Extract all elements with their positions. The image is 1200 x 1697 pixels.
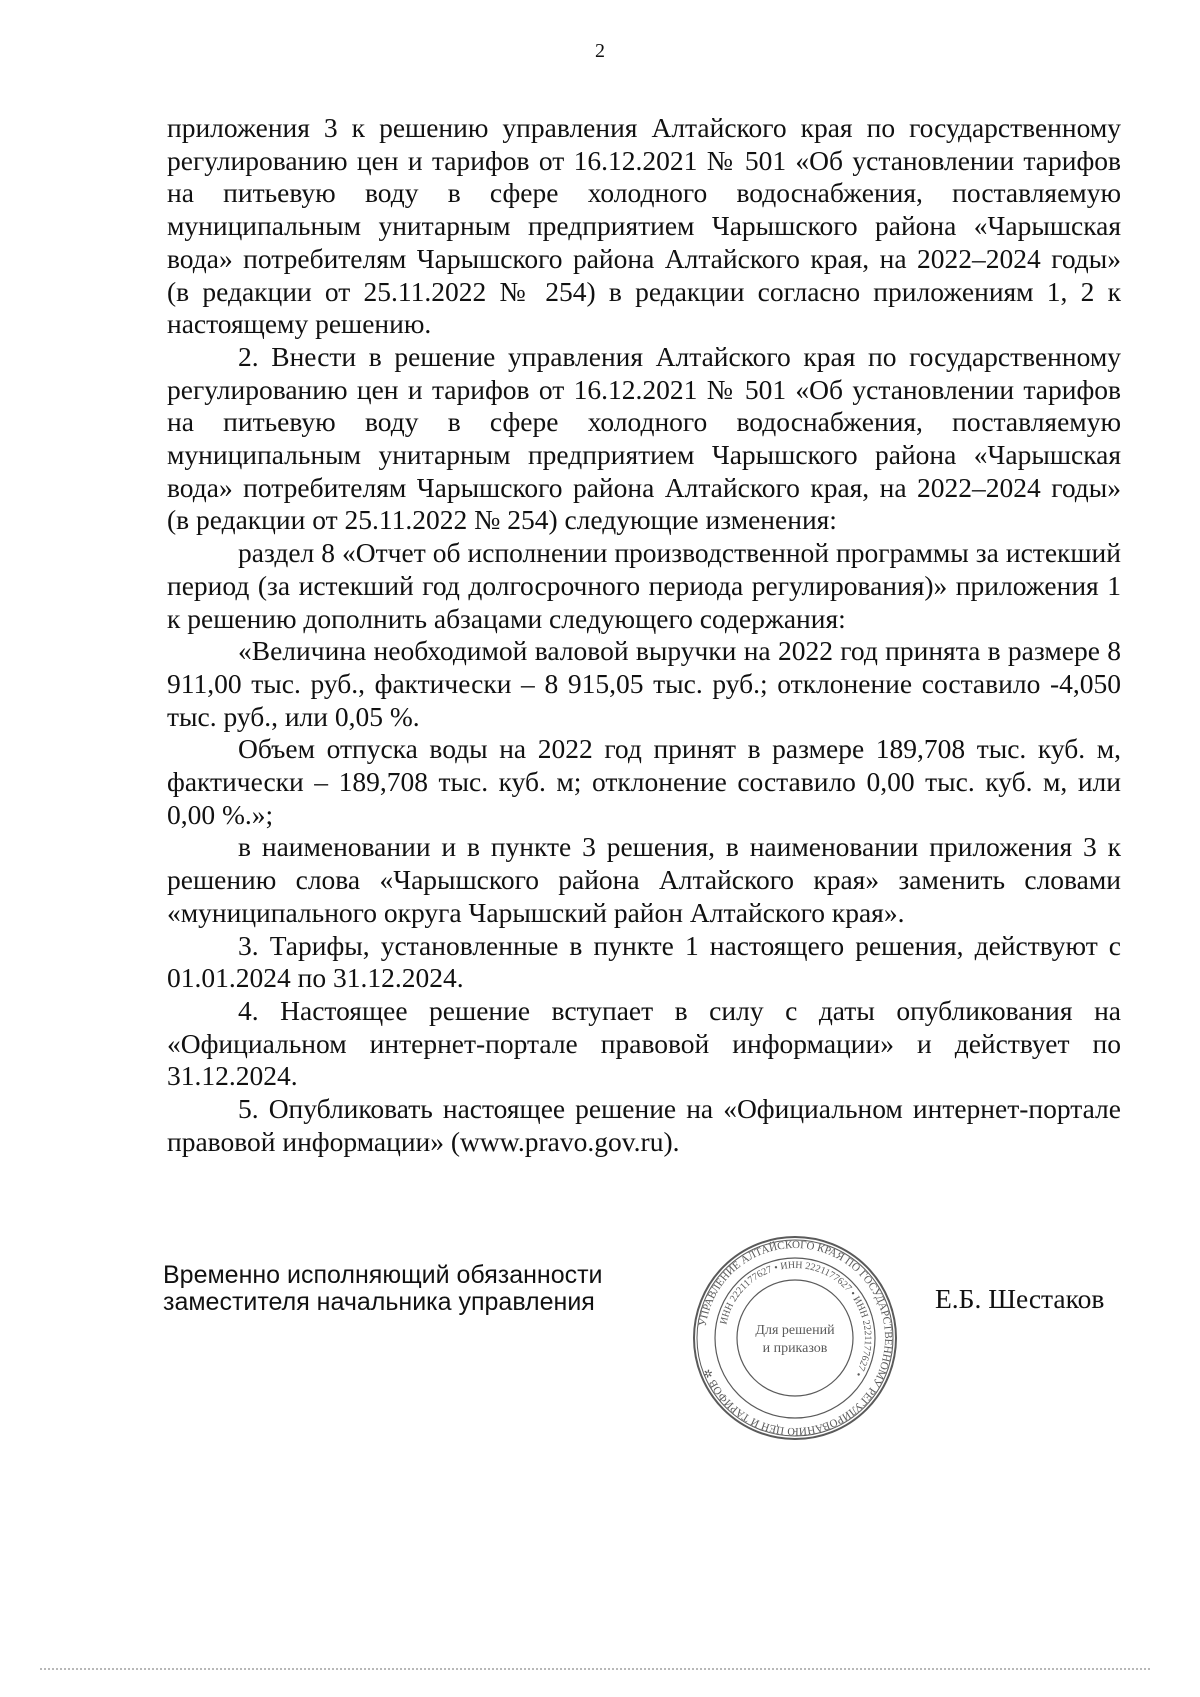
stamp-center-line-2: и приказов [762,1341,828,1356]
paragraph-continuation: приложения 3 к решению управления Алтайского края по государственному регулированию цен и тарифов от 16.12.2021 № 501 «Об установлении тарифов на питьевую воду в сфере холодного водоснабжения, поставляемую муниципальным унитарным предприятием Чарышского района «Чарышская вода» потребителям Чарышского района Алтайского края, на 2022–2024 годы» (в редакции от 25.11.2022 № 254) в редакции согласно приложениям 1, 2 к настоящему решению. [167,112,1121,340]
paragraph-naming-change: в наименовании и в пункте 3 решения, в наименовании приложения 3 к решению слова «Чарышского района Алтайского края» заменить словами «муниципального округа Чарышский район Алтайского края». [167,831,1121,928]
scan-footer-line [40,1668,1150,1670]
signatory-position-line-2: заместителя начальника управления [163,1288,595,1316]
signatory-position [163,1262,683,1316]
paragraph-item-2: 2. Внести в решение управления Алтайского края по государственному регулированию цен и тарифов от 16.12.2021 № 501 «Об установлении тарифов на питьевую воду в сфере холодного водоснабжения, поставляемую муниципальным унитарным предприятием Чарышского района «Чарышская вода» потребителям Чарышского района Алтайского края, на 2022–2024 годы» (в редакции от 25.11.2022 № 254) следующие изменения: [167,340,1121,536]
signatory-position-line-1: Временно исполняющий обязанности [163,1261,603,1289]
page-number: 2 [595,40,605,62]
paragraph-item-4: 4. Настоящее решение вступает в силу с даты опубликования на «Официальном интернет-портале правовой информации» и действует по 31.12.2024. [167,994,1121,1092]
signatory-name: Е.Б. Шестаков [935,1283,1105,1314]
paragraph-water-volume: Объем отпуска воды на 2022 год принят в размере 189,708 тыс. куб. м, фактически – 189,708 тыс. куб. м; отклонение составило 0,00 тыс. куб. м, или 0,00 %.»; [167,733,1121,830]
official-seal-stamp [690,1233,900,1443]
paragraph-item-3: 3. Тарифы, установленные в пункте 1 настоящего решения, действуют с 01.01.2024 по 31.12.2024. [167,929,1121,994]
paragraph-section-8: раздел 8 «Отчет об исполнении производственной программы за истекший период (за истекший год долгосрочного периода регулирования)» приложения 1 к решению дополнить абзацами следующего содержания: [167,537,1121,634]
paragraph-revenue: «Величина необходимой валовой выручки на 2022 год принята в размере 8 911,00 тыс. руб., фактически – 8 915,05 тыс. руб.; отклонение составило -4,050 тыс. руб., или 0,05 %. [167,635,1121,732]
document-body [167,112,1121,1159]
stamp-outer-ring-text: УПРАВЛЕНИЕ АЛТАЙСКОГО КРАЯ ПО ГОСУДАРСТВЕННОМУ РЕГУЛИРОВАНИЮ ЦЕН И ТАРИФОВ ✲ [696,1238,895,1438]
paragraph-item-5: 5. Опубликовать настоящее решение на «Официальном интернет-портале правовой информации» (www.pravo.gov.ru). [167,1093,1121,1157]
stamp-center-line-1: Для решений [755,1323,835,1338]
stamp-inn-ring-text: ИНН 2221177627 • ИНН 2221177627 • ИНН 2221177627 • [718,1259,874,1379]
